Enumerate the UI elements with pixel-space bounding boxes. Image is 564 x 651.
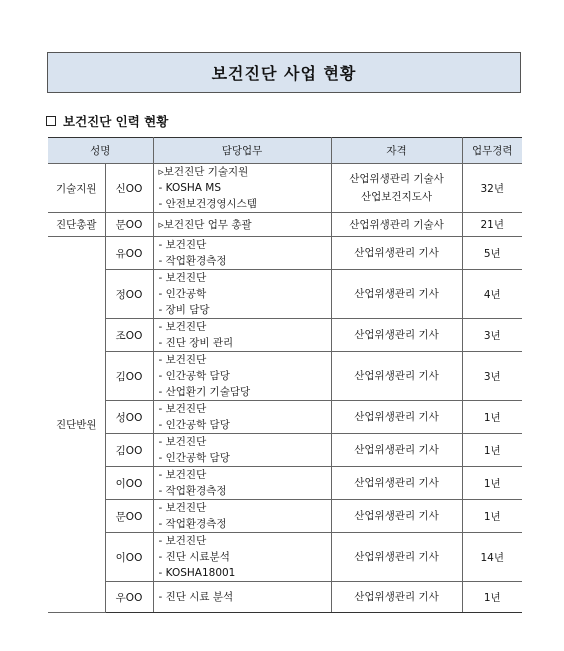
qualification-line: 산업위생관리 기사: [354, 288, 439, 300]
table-row: [48, 500, 522, 533]
career-cell: 3년: [462, 352, 522, 401]
duty-cell: [153, 164, 331, 213]
qualification-cell: [331, 582, 462, 613]
name-cell: 정OO: [105, 270, 153, 319]
career-cell: 4년: [462, 270, 522, 319]
duty-cell: [153, 434, 331, 467]
table-row: [48, 352, 522, 401]
duty-line: - KOSHA MS: [158, 182, 222, 194]
qualification-line: 산업위생관리 기사: [354, 444, 439, 456]
staff-table: [48, 137, 522, 613]
duty-line: - 인간공학 담당: [158, 419, 230, 431]
name-cell: 신OO: [105, 164, 153, 213]
qualification-line: 산업보건지도사: [361, 191, 433, 203]
qualification-cell: [331, 500, 462, 533]
career-cell: 1년: [462, 500, 522, 533]
qualification-cell: [331, 237, 462, 270]
duty-line: - 보건진단: [158, 403, 207, 415]
career-cell: 3년: [462, 319, 522, 352]
table-row: [48, 467, 522, 500]
name-cell: 이OO: [105, 533, 153, 582]
qualification-cell: [331, 164, 462, 213]
table-row: [48, 434, 522, 467]
section-heading: [46, 112, 168, 130]
checkbox-icon: [46, 116, 56, 126]
group-cell: 진단총괄: [48, 213, 105, 237]
qualification-line: 산업위생관리 기사: [354, 247, 439, 259]
qualification-line: 산업위생관리 기사: [354, 477, 439, 489]
qualification-cell: [331, 270, 462, 319]
duty-line: - 보건진단: [158, 239, 207, 251]
duty-cell: [153, 319, 331, 352]
qualification-line: 산업위생관리 기사: [354, 551, 439, 563]
duty-line: ▹보건진단 업무 총괄: [158, 218, 252, 231]
name-cell: 김OO: [105, 352, 153, 401]
qualification-line: 산업위생관리 기사: [354, 411, 439, 423]
duty-line: - 안전보건경영시스템: [158, 198, 257, 210]
duty-line: - 보건진단: [158, 354, 207, 366]
duty-line: - 진단 장비 관리: [158, 337, 234, 349]
duty-cell: [153, 500, 331, 533]
qualification-cell: [331, 319, 462, 352]
duty-cell: [153, 270, 331, 319]
duty-cell: [153, 401, 331, 434]
duty-line: - KOSHA18001: [158, 567, 236, 579]
duty-cell: [153, 467, 331, 500]
career-cell: 32년: [462, 164, 522, 213]
qualification-cell: [331, 213, 462, 237]
table-row: [48, 582, 522, 613]
duty-line: - 인간공학 담당: [158, 370, 230, 382]
group-cell: 기술지원: [48, 164, 105, 213]
duty-cell: [153, 237, 331, 270]
table-row: [48, 401, 522, 434]
page-title-box: [47, 52, 521, 93]
name-cell: 성OO: [105, 401, 153, 434]
duty-line: ▹보건진단 기술지원: [158, 166, 249, 178]
career-cell: 1년: [462, 582, 522, 613]
table-row: [48, 270, 522, 319]
duty-line: - 보건진단: [158, 535, 207, 547]
qualification-line: 산업위생관리 기술사: [349, 173, 444, 185]
qualification-line: 산업위생관리 기사: [354, 370, 439, 382]
qualification-cell: [331, 352, 462, 401]
duty-line: - 장비 담당: [158, 304, 210, 316]
duty-cell: [153, 533, 331, 582]
duty-line: - 인간공학: [158, 288, 207, 300]
section-title: 보건진단 인력 현황: [63, 114, 169, 129]
table-row: [48, 533, 522, 582]
page-title: 보건진단 사업 현황: [211, 64, 357, 83]
name-cell: 문OO: [105, 500, 153, 533]
career-cell: 5년: [462, 237, 522, 270]
header-duty: 담당업무: [153, 138, 331, 164]
career-cell: 21년: [462, 213, 522, 237]
career-cell: 1년: [462, 434, 522, 467]
duty-line: - 산업환기 기술담당: [158, 386, 251, 398]
name-cell: 우OO: [105, 582, 153, 613]
career-cell: 14년: [462, 533, 522, 582]
table-row: [48, 213, 522, 237]
career-cell: 1년: [462, 401, 522, 434]
header-career: 업무경력: [462, 138, 522, 164]
duty-cell: [153, 582, 331, 613]
qualification-cell: [331, 434, 462, 467]
name-cell: 조OO: [105, 319, 153, 352]
duty-line: - 작업환경측정: [158, 485, 227, 497]
duty-cell: [153, 213, 331, 237]
header-name: 성명: [48, 138, 153, 164]
career-cell: 1년: [462, 467, 522, 500]
name-cell: 김OO: [105, 434, 153, 467]
duty-line: - 진단 시료분석: [158, 551, 230, 563]
qualification-line: 산업위생관리 기사: [354, 329, 439, 341]
qualification-cell: [331, 467, 462, 500]
duty-line: - 보건진단: [158, 321, 207, 333]
duty-line: - 보건진단: [158, 469, 207, 481]
qualification-line: 산업위생관리 기술사: [349, 218, 444, 231]
qualification-cell: [331, 533, 462, 582]
duty-line: - 진단 시료 분석: [158, 591, 234, 603]
table-header-row: [48, 138, 522, 164]
duty-line: - 보건진단: [158, 502, 207, 514]
qualification-line: 산업위생관리 기사: [354, 510, 439, 522]
duty-line: - 보건진단: [158, 436, 207, 448]
group-cell: 진단반원: [48, 237, 105, 613]
duty-cell: [153, 352, 331, 401]
table-row: [48, 164, 522, 213]
table-row: [48, 237, 522, 270]
qualification-line: 산업위생관리 기사: [354, 591, 439, 603]
duty-line: - 작업환경측정: [158, 255, 227, 267]
name-cell: 유OO: [105, 237, 153, 270]
qualification-cell: [331, 401, 462, 434]
duty-line: - 작업환경측정: [158, 518, 227, 530]
table-row: [48, 319, 522, 352]
duty-line: - 인간공학 담당: [158, 452, 230, 464]
header-qual: 자격: [331, 138, 462, 164]
name-cell: 문OO: [105, 213, 153, 237]
duty-line: - 보건진단: [158, 272, 207, 284]
name-cell: 이OO: [105, 467, 153, 500]
